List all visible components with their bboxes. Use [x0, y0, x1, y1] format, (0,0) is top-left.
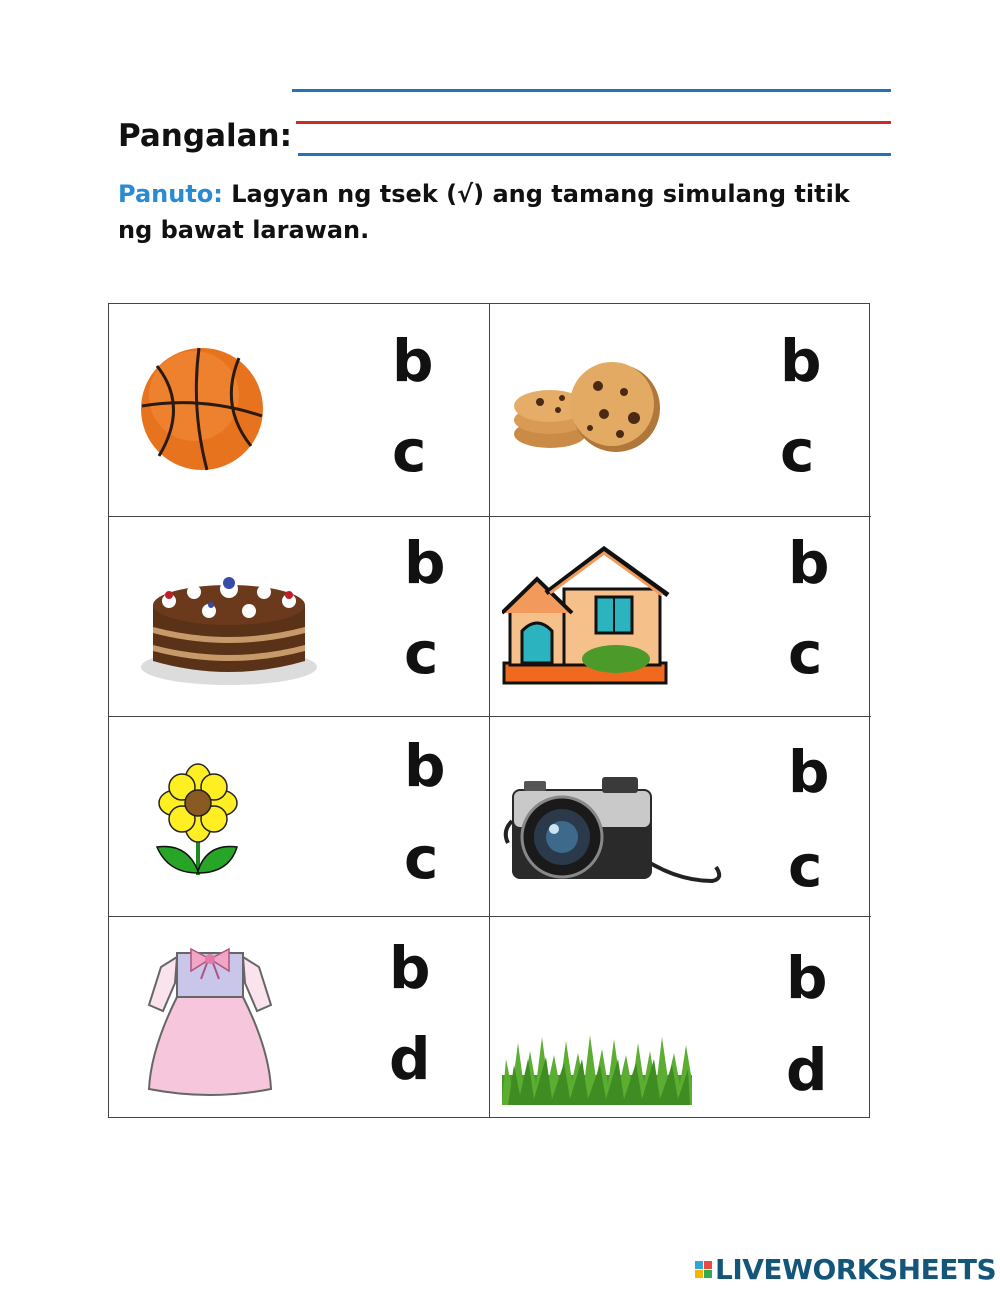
flower-icon	[153, 763, 243, 881]
name-label: Pangalan:	[118, 118, 292, 154]
item-cell-4	[490, 517, 871, 717]
item-cell-6	[490, 717, 871, 917]
option-b[interactable]: b	[389, 934, 431, 1002]
option-d[interactable]: d	[389, 1025, 431, 1093]
option-b[interactable]: b	[392, 327, 434, 395]
option-b[interactable]: b	[404, 732, 446, 800]
logo-blocks-icon	[695, 1261, 712, 1278]
option-c[interactable]: c	[404, 824, 439, 892]
name-line-top	[292, 89, 891, 92]
item-cell-1	[109, 304, 490, 517]
option-c[interactable]: c	[392, 417, 427, 485]
instruction-label: Panuto:	[118, 180, 223, 208]
name-line-middle	[296, 121, 891, 124]
instructions	[118, 176, 858, 248]
logo-text: LIVEWORKSHEETS	[715, 1252, 997, 1286]
house-icon	[502, 545, 670, 687]
option-c[interactable]: c	[788, 619, 823, 687]
item-cell-7	[109, 917, 490, 1117]
option-b[interactable]: b	[780, 327, 822, 395]
item-cell-3	[109, 517, 490, 717]
item-cell-5	[109, 717, 490, 917]
camera-icon	[502, 771, 724, 889]
dress-icon	[147, 939, 273, 1099]
cake-icon	[139, 565, 319, 687]
picture-grid	[108, 303, 870, 1118]
option-d[interactable]: d	[786, 1036, 828, 1104]
basketball-icon	[139, 346, 265, 472]
option-c[interactable]: c	[404, 619, 439, 687]
instruction-text: Lagyan ng tsek (√) ang tamang simulang titik ng bawat larawan.	[118, 180, 850, 244]
item-cell-8	[490, 917, 871, 1117]
option-b[interactable]: b	[788, 529, 830, 597]
item-cell-2	[490, 304, 871, 517]
cookies-icon	[512, 362, 662, 462]
grass-icon	[502, 1029, 692, 1105]
liveworksheets-logo	[695, 1252, 996, 1286]
name-line-bottom	[298, 153, 891, 156]
option-b[interactable]: b	[786, 944, 828, 1012]
option-c[interactable]: c	[788, 832, 823, 900]
option-b[interactable]: b	[788, 738, 830, 806]
option-c[interactable]: c	[780, 417, 815, 485]
option-b[interactable]: b	[404, 529, 446, 597]
